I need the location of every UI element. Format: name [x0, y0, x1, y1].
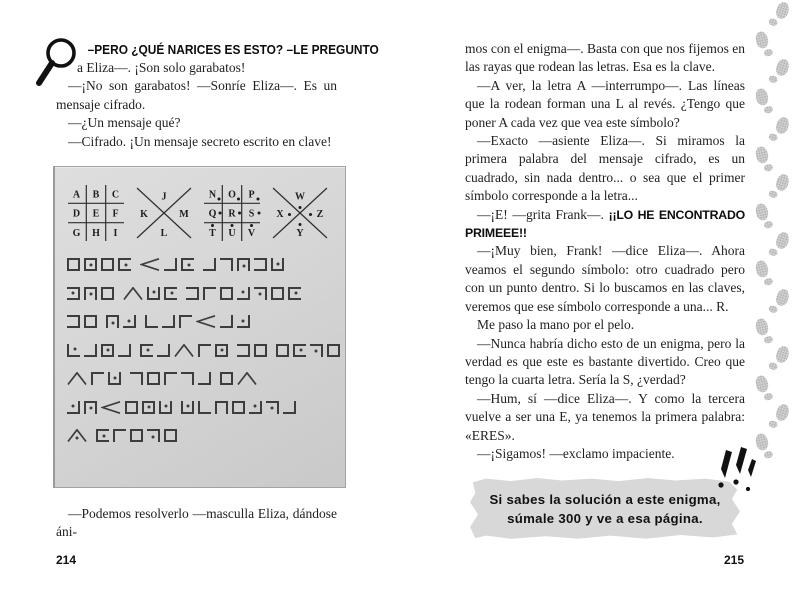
cipher-box-glyph	[101, 258, 114, 271]
cipher-box-glyph	[130, 429, 143, 442]
svg-text:H: H	[92, 228, 100, 240]
cipher-word	[203, 258, 284, 271]
svg-text:A: A	[72, 189, 81, 201]
cipher-word	[67, 429, 87, 442]
footprint-icon	[768, 172, 795, 204]
footprint-icon	[751, 201, 777, 232]
cipher-box-glyph	[220, 372, 233, 385]
cipher-word	[67, 258, 131, 271]
page-number-left: 214	[56, 552, 77, 567]
cipher-line	[67, 429, 345, 442]
footprint-icon	[751, 144, 777, 175]
svg-text:F: F	[112, 208, 119, 220]
footprint-icon	[768, 287, 795, 319]
cipher-box-glyph	[67, 315, 80, 328]
cipher-box-glyph	[198, 372, 211, 385]
svg-text:T: T	[209, 228, 216, 240]
cipher-wedge-glyph	[101, 401, 121, 414]
cipher-box-glyph	[164, 287, 177, 300]
footprint-icon	[751, 86, 777, 117]
paragraph: —¡No son garabatos! —Sonríe Eliza—. Es un mensaje cifrado.	[56, 78, 337, 112]
pigpen-grid	[67, 182, 125, 244]
cipher-box-glyph	[203, 258, 216, 271]
shout-inline: ¡¡LO HE ENCONTRADO PRIMEEE!!	[465, 207, 745, 241]
cipher-box-glyph	[67, 287, 80, 300]
svg-text:O: O	[228, 189, 236, 201]
cipher-wedge-glyph	[196, 315, 216, 328]
cipher-box-glyph	[254, 344, 267, 357]
paragraph: Me paso la mano por el pelo.	[477, 317, 635, 333]
svg-text:Q: Q	[208, 208, 217, 220]
cipher-box-glyph	[147, 372, 160, 385]
svg-text:B: B	[92, 189, 100, 201]
cipher-wedge-glyph	[237, 372, 257, 385]
cipher-box-glyph	[327, 344, 340, 357]
svg-text:C: C	[111, 189, 120, 201]
cipher-box-glyph	[123, 315, 136, 328]
cipher-box-glyph	[271, 287, 284, 300]
cipher-box-glyph	[254, 287, 267, 300]
cipher-word	[130, 372, 211, 385]
callout-text	[470, 477, 740, 528]
cipher-box-glyph	[164, 429, 177, 442]
paragraph: —A ver, la letra A —interrumpo—. Las líneas que la rodean forman una L al revés. ¿Tengo que poner A cada vez que vea este símbolo?	[465, 77, 745, 130]
page-left	[56, 36, 379, 567]
cipher-box-glyph	[67, 401, 80, 414]
cipher-word	[140, 344, 228, 357]
svg-text:N: N	[208, 189, 217, 201]
cipher-box-glyph	[113, 429, 126, 442]
footprint-icon	[768, 0, 795, 31]
cipher-line	[67, 258, 345, 271]
cipher-word	[186, 287, 301, 300]
svg-text:X: X	[276, 209, 284, 221]
cipher-box-glyph	[147, 287, 160, 300]
paragraph: —¡Sigamos! —exclamo impaciente.	[477, 445, 675, 461]
cipher-word	[276, 344, 340, 357]
footprint-icon	[768, 229, 795, 261]
cipher-box-glyph	[179, 315, 192, 328]
pigpen-cipher-key	[55, 167, 345, 244]
footprint-icon	[751, 316, 777, 347]
footprints-trail	[748, 0, 800, 593]
cipher-box-glyph	[293, 344, 306, 357]
riddle-callout	[470, 477, 740, 539]
page-number-right: 215	[723, 553, 744, 568]
cipher-box-glyph	[181, 258, 194, 271]
cipher-box-glyph	[162, 315, 175, 328]
cipher-word	[220, 372, 257, 385]
svg-text:I: I	[113, 228, 118, 240]
cipher-box-glyph	[232, 401, 245, 414]
cipher-box-glyph	[266, 401, 279, 414]
footprint-icon	[751, 258, 777, 289]
svg-text:U: U	[228, 228, 236, 240]
svg-text:R: R	[228, 208, 236, 220]
cipher-box-glyph	[84, 401, 97, 414]
svg-text:P: P	[248, 189, 255, 201]
svg-text:G: G	[72, 228, 81, 240]
cipher-box-glyph	[67, 258, 80, 271]
cipher-box-glyph	[271, 258, 284, 271]
paragraph-text: —¡E! —grita Frank—.	[477, 206, 609, 222]
cipher-box-glyph	[203, 287, 216, 300]
svg-text:E: E	[92, 208, 100, 220]
cipher-word	[67, 287, 114, 300]
pigpen-x-dotted	[267, 182, 333, 244]
cipher-word	[145, 315, 250, 328]
chapter-header	[56, 40, 379, 59]
cipher-line	[67, 315, 345, 328]
svg-text:Y: Y	[296, 228, 304, 240]
cipher-box-glyph	[84, 287, 97, 300]
cipher-word	[67, 315, 97, 328]
cipher-line	[67, 372, 345, 385]
cipher-wedge-glyph	[67, 429, 87, 442]
paragraph	[465, 206, 745, 243]
paragraph: —Cifrado. ¡Un mensaje secreto escrito en clave!	[68, 133, 332, 149]
cipher-wedge-glyph	[67, 372, 87, 385]
cipher-box-glyph	[237, 315, 250, 328]
callout-line-2: súmale 300 y ve a esa página.	[507, 511, 703, 527]
cipher-wedge-glyph	[123, 287, 143, 300]
cipher-word	[67, 401, 172, 414]
cipher-box-glyph	[84, 344, 97, 357]
cipher-line	[67, 344, 345, 357]
cipher-box-glyph	[118, 344, 131, 357]
svg-text:L: L	[160, 228, 168, 240]
svg-text:D: D	[72, 208, 81, 220]
cipher-box-glyph	[84, 258, 97, 271]
cipher-box-glyph	[125, 401, 138, 414]
cipher-box-glyph	[91, 372, 104, 385]
pigpen-x	[131, 182, 197, 244]
cipher-box-glyph	[101, 287, 114, 300]
cipher-box-glyph	[118, 258, 131, 271]
paragraph: —¿Un mensaje qué?	[68, 115, 181, 131]
cipher-word	[96, 429, 177, 442]
footprint-icon	[768, 57, 795, 89]
svg-text:V: V	[247, 228, 256, 240]
cipher-box-glyph	[310, 344, 323, 357]
cipher-box-glyph	[283, 401, 296, 414]
paragraph: —Exacto —asiente Eliza—. Si miramos la primera palabra del mensaje cifrado, es un cuadrado, sin nada dentro... o sea que el primer símbolo corresponde a la letra...	[465, 133, 745, 204]
paragraph: —¡Muy bien, Frank! —dice Eliza—. Ahora veamos el segundo símbolo: otro cuadrado pero con un punto dentro. Si lo buscamos en las claves, veremos que ese símbolo corresponde a una... R.	[465, 243, 745, 314]
cipher-message	[55, 244, 345, 442]
cipher-box-glyph	[288, 287, 301, 300]
svg-text:J: J	[161, 191, 167, 203]
cipher-box-glyph	[140, 344, 153, 357]
cipher-box-glyph	[106, 315, 119, 328]
cipher-box-glyph	[164, 372, 177, 385]
cipher-box-glyph	[159, 401, 172, 414]
cipher-box-glyph	[249, 401, 262, 414]
cipher-box-glyph	[254, 258, 267, 271]
paragraph: —Nunca habría dicho esto de un enigma, pero la verdad es que este es bastante divertido. Creo que tengo la cuarta letra. Sería la S, ¿verdad?	[465, 335, 745, 388]
cipher-word	[140, 258, 194, 271]
cipher-box-glyph	[67, 344, 80, 357]
footprint-icon	[751, 29, 777, 60]
cipher-word	[67, 372, 121, 385]
cipher-box-glyph	[181, 401, 194, 414]
cipher-box-glyph	[198, 344, 211, 357]
cipher-line	[67, 287, 345, 300]
cipher-box-glyph	[142, 401, 155, 414]
svg-text:S: S	[248, 208, 255, 220]
cipher-wedge-glyph	[174, 344, 194, 357]
cipher-box-glyph	[84, 315, 97, 328]
cipher-box	[53, 166, 346, 488]
cipher-box-glyph	[215, 344, 228, 357]
svg-text:W: W	[295, 191, 305, 203]
cipher-box-glyph	[220, 315, 233, 328]
cipher-box-glyph	[96, 429, 109, 442]
cipher-line	[67, 401, 345, 414]
paragraph: —Hum, sí —dice Eliza—. Y como la tercera vuelve a ser una E, ya tenemos la primera palabra: «ERES».	[465, 390, 745, 443]
paragraph: a Eliza—. ¡Son solo garabatos!	[77, 60, 246, 75]
svg-text:M: M	[179, 209, 189, 221]
shout-header: –PERO ¿QUÉ NARICES ES ESTO? –LE PREGUNTO	[87, 42, 379, 57]
footprint-icon	[768, 344, 795, 376]
pigpen-grid-dotted	[203, 182, 261, 244]
cipher-wedge-glyph	[140, 258, 160, 271]
cipher-box-glyph	[145, 315, 158, 328]
callout-line-1: Si sabes la solución a este enigma,	[489, 492, 721, 508]
cipher-box-glyph	[237, 344, 250, 357]
cipher-box-glyph	[276, 344, 289, 357]
cipher-box-glyph	[164, 258, 177, 271]
cipher-box-glyph	[215, 401, 228, 414]
cipher-box-glyph	[220, 287, 233, 300]
page-right	[465, 40, 745, 567]
cipher-box-glyph	[101, 344, 114, 357]
cipher-box-glyph	[220, 258, 233, 271]
footprint-icon	[768, 401, 795, 433]
footprint-icon	[768, 114, 795, 146]
cipher-box-glyph	[237, 287, 250, 300]
cipher-box-glyph	[237, 258, 250, 271]
cipher-box-glyph	[108, 372, 121, 385]
svg-text:Z: Z	[316, 209, 324, 221]
paragraph: mos con el enigma—. Basta con que nos fijemos en las rayas que rodean las letras. Esa es la clave.	[465, 41, 745, 75]
cipher-box-glyph	[181, 372, 194, 385]
cipher-box-glyph	[157, 344, 170, 357]
cipher-word	[181, 401, 296, 414]
cipher-box-glyph	[147, 429, 160, 442]
cipher-box-glyph	[130, 372, 143, 385]
footprint-icon	[751, 373, 777, 404]
cipher-word	[123, 287, 177, 300]
cipher-box-glyph	[186, 287, 199, 300]
cipher-word	[67, 344, 131, 357]
cipher-box-glyph	[198, 401, 211, 414]
cipher-word	[237, 344, 267, 357]
paragraph: —Podemos resolverlo —masculla Eliza, dándose áni-	[56, 506, 337, 540]
cipher-word	[106, 315, 136, 328]
svg-text:K: K	[140, 209, 148, 221]
